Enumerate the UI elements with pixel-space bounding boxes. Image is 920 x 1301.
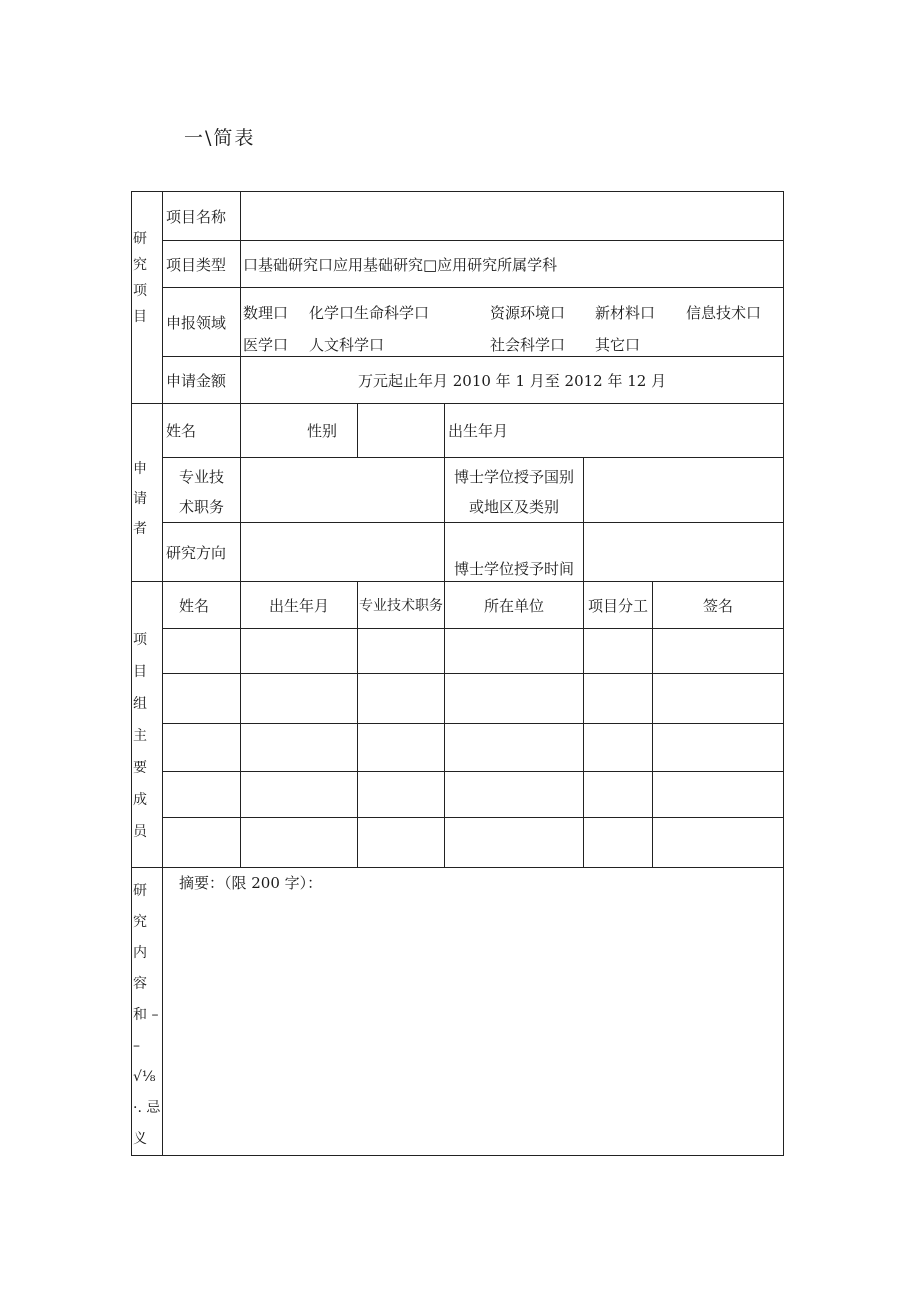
member-cell[interactable] xyxy=(241,818,358,868)
field-options xyxy=(241,288,784,357)
member-cell[interactable] xyxy=(653,818,784,868)
applicant-name-label: 姓名 xyxy=(163,404,241,458)
phd-time-label: 博士学位授予时间 xyxy=(445,523,584,582)
member-col-unit: 所在单位 xyxy=(445,582,584,629)
professional-title-label: 专业技 术职务 xyxy=(163,458,241,523)
field-label: 申报领域 xyxy=(163,288,241,357)
abstract-label: 摘要：（限 200 字）： xyxy=(179,874,323,892)
member-cell[interactable] xyxy=(358,629,445,674)
field-option-material[interactable]: 新材料口 xyxy=(595,304,656,322)
member-cell[interactable] xyxy=(653,629,784,674)
member-cell[interactable] xyxy=(445,724,584,772)
member-cell[interactable] xyxy=(163,818,241,868)
research-direction-label: 研究方向 xyxy=(163,523,241,582)
member-cell[interactable] xyxy=(584,629,653,674)
gender-field[interactable] xyxy=(358,404,445,458)
project-type-label: 项目类型 xyxy=(163,241,241,288)
abstract-field[interactable] xyxy=(163,868,784,1156)
birth-label: 出生年月 xyxy=(445,404,784,458)
member-col-name: 姓名 xyxy=(163,582,241,629)
applicant-section-label: 申 请 者 xyxy=(132,404,163,582)
table-row xyxy=(132,629,784,674)
member-cell[interactable] xyxy=(653,724,784,772)
phd-time-field[interactable] xyxy=(584,523,784,582)
gender-label: 性别 xyxy=(241,404,358,458)
field-option-math[interactable]: 数理口 xyxy=(243,304,289,322)
member-col-role: 项目分工 xyxy=(584,582,653,629)
page-title: 一\简表 xyxy=(184,127,256,149)
field-option-medicine[interactable]: 医学口 xyxy=(243,336,289,354)
research-project-section-label: 研 究 项 目 xyxy=(132,192,163,404)
member-cell[interactable] xyxy=(241,629,358,674)
research-content-section-label: 研 究 内 容 和 – – √⅛ ·. 忌 义 xyxy=(132,868,163,1156)
member-cell[interactable] xyxy=(163,629,241,674)
professional-title-field[interactable] xyxy=(241,458,445,523)
member-col-title: 专业技术职务 xyxy=(358,582,445,629)
field-option-humanities[interactable]: 人文科学口 xyxy=(309,336,385,354)
member-cell[interactable] xyxy=(358,772,445,818)
member-cell[interactable] xyxy=(653,772,784,818)
table-row xyxy=(132,818,784,868)
project-name-label: 项目名称 xyxy=(163,192,241,241)
members-section-label: 项 目 组 主 要 成 员 xyxy=(132,582,163,868)
field-option-resource[interactable]: 资源环境口 xyxy=(490,304,566,322)
member-col-signature: 签名 xyxy=(653,582,784,629)
field-option-chem-life[interactable]: 化学口生命科学口 xyxy=(309,304,430,322)
table-row xyxy=(132,772,784,818)
member-cell[interactable] xyxy=(358,724,445,772)
member-cell[interactable] xyxy=(584,724,653,772)
member-cell[interactable] xyxy=(445,629,584,674)
project-type-options[interactable]: 口基础研究口应用基础研究□应用研究所属学科 xyxy=(241,241,784,288)
member-cell[interactable] xyxy=(445,674,584,724)
member-cell[interactable] xyxy=(358,818,445,868)
table-row xyxy=(132,674,784,724)
member-cell[interactable] xyxy=(163,674,241,724)
member-col-birth: 出生年月 xyxy=(241,582,358,629)
amount-value[interactable]: 万元起止年月 2010 年 1 月至 2012 年 12 月 xyxy=(241,357,784,404)
member-cell[interactable] xyxy=(241,772,358,818)
table-row xyxy=(132,724,784,772)
phd-country-field[interactable] xyxy=(584,458,784,523)
member-cell[interactable] xyxy=(163,772,241,818)
member-cell[interactable] xyxy=(358,674,445,724)
phd-country-label: 博士学位授予国别 或地区及类别 xyxy=(445,458,584,523)
member-cell[interactable] xyxy=(584,818,653,868)
member-cell[interactable] xyxy=(241,674,358,724)
member-cell[interactable] xyxy=(241,724,358,772)
field-option-info[interactable]: 信息技术口 xyxy=(686,304,762,322)
member-cell[interactable] xyxy=(445,772,584,818)
field-option-social[interactable]: 社会科学口 xyxy=(490,336,566,354)
member-cell[interactable] xyxy=(653,674,784,724)
member-cell[interactable] xyxy=(584,772,653,818)
member-cell[interactable] xyxy=(445,818,584,868)
research-direction-field[interactable] xyxy=(241,523,445,582)
member-cell[interactable] xyxy=(163,724,241,772)
field-option-other[interactable]: 其它口 xyxy=(595,336,641,354)
amount-label: 申请金额 xyxy=(163,357,241,404)
project-name-field[interactable] xyxy=(241,192,784,241)
member-cell[interactable] xyxy=(584,674,653,724)
application-form-table xyxy=(131,191,784,1156)
